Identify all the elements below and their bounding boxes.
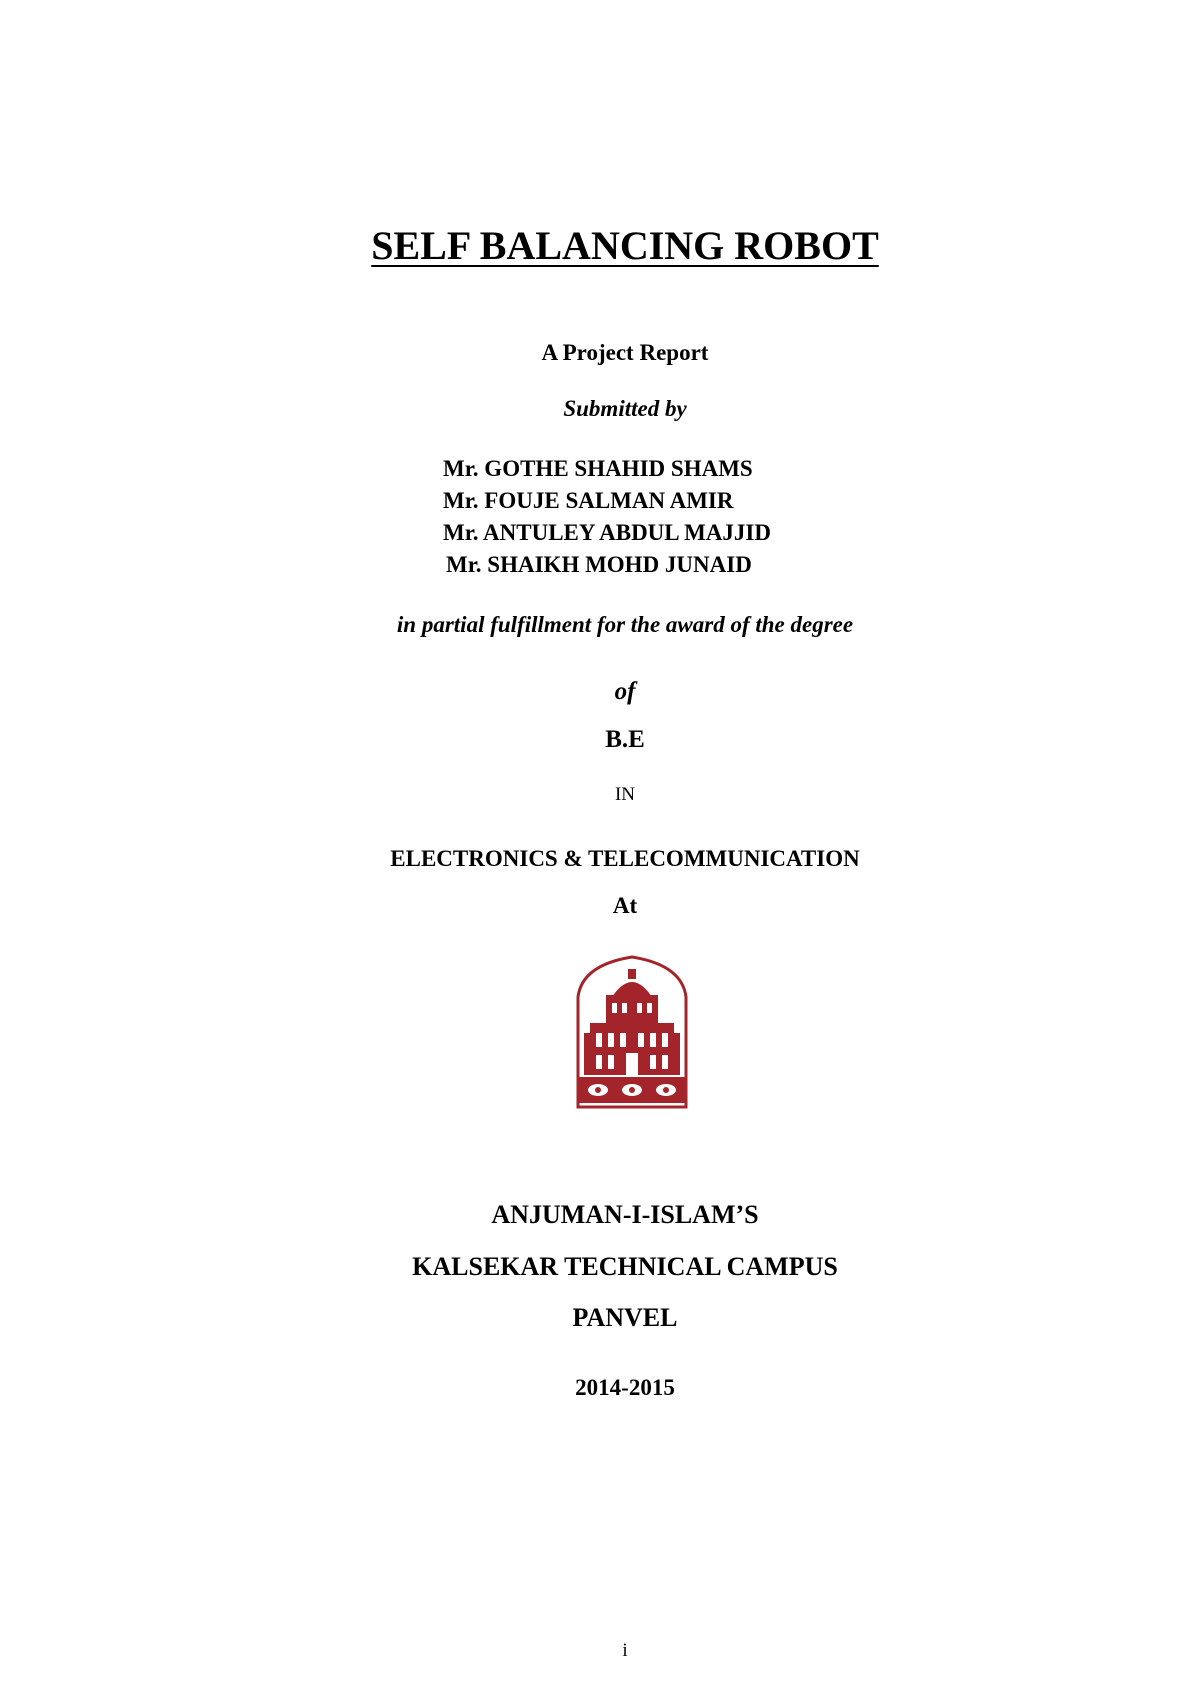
- fulfillment-text: in partial fulfillment for the award of the degree: [396, 612, 854, 637]
- author-list: [443, 453, 771, 581]
- in-text: IN: [614, 784, 636, 805]
- branch-name: ELECTRONICS & TELECOMMUNICATION: [390, 846, 860, 871]
- institution-building-logo-icon: [572, 953, 692, 1113]
- at-text: At: [612, 893, 638, 918]
- submitted-by-label: Submitted by: [563, 396, 687, 421]
- academic-year: 2014-2015: [575, 1375, 675, 1400]
- author-name: Mr. SHAIKH MOHD JUNAID: [446, 552, 752, 577]
- of-text: of: [614, 678, 636, 705]
- institution-location: PANVEL: [572, 1303, 678, 1332]
- institution-name-line-1: ANJUMAN-I-ISLAM’S: [491, 1200, 759, 1229]
- author-name: Mr. FOUJE SALMAN AMIR: [443, 488, 734, 513]
- author-name: Mr. GOTHE SHAHID SHAMS: [443, 456, 753, 481]
- page-number: i: [622, 1640, 628, 1661]
- report-title: SELF BALANCING ROBOT: [371, 223, 879, 268]
- institution-name-line-2: KALSEKAR TECHNICAL CAMPUS: [412, 1252, 838, 1281]
- author-name: Mr. ANTULEY ABDUL MAJJID: [443, 520, 771, 545]
- report-type: A Project Report: [541, 340, 709, 365]
- degree-name: B.E: [605, 726, 645, 753]
